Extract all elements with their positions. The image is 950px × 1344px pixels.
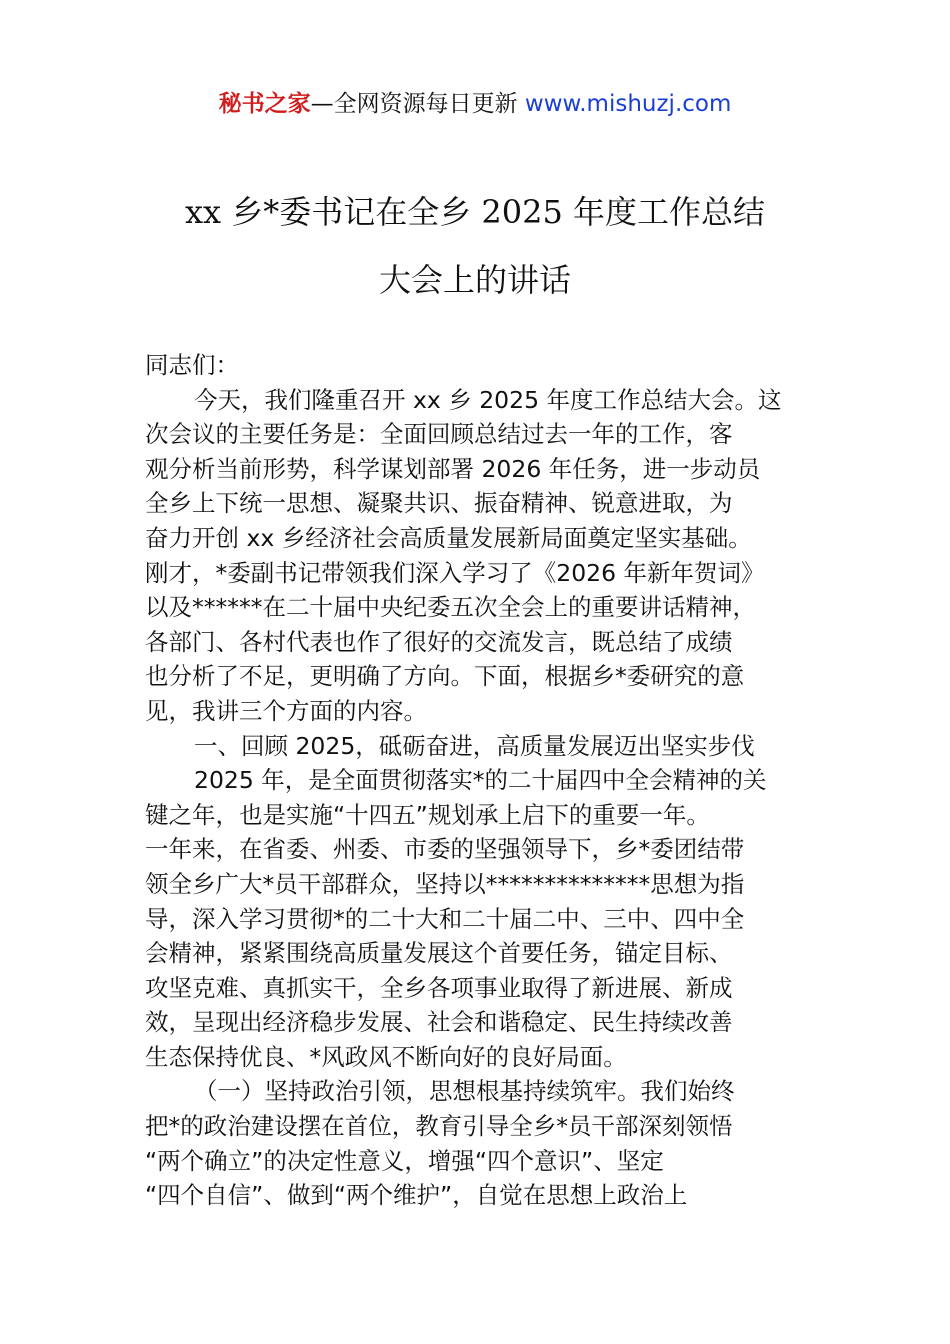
document-title-line-1: xx 乡*委书记在全乡 2025 年度工作总结	[184, 193, 766, 231]
paragraph-line: 会精神，紧紧围绕高质量发展这个首要任务，锚定目标、	[145, 939, 733, 968]
document-body	[145, 348, 825, 1213]
paragraph-line: 键之年，也是实施“十四五”规划承上启下的重要一年。	[145, 800, 710, 829]
site-header	[0, 88, 950, 120]
paragraph-line: “两个确立”的决定性意义，增强“四个意识”、坚定	[145, 1146, 664, 1175]
document-title-line-2: 大会上的讲话	[378, 261, 571, 299]
paragraph-line: 领全乡广大*员干部群众，坚持以**************思想为指	[145, 869, 745, 898]
salutation: 同志们：	[145, 351, 239, 379]
paragraph-line: 今天，我们隆重召开 xx 乡 2025 年度工作总结大会。这	[194, 385, 782, 414]
site-tagline: —全网资源每日更新	[310, 91, 518, 117]
paragraph-line: 各部门、各村代表也作了很好的交流发言，既总结了成绩	[145, 627, 733, 656]
section-heading: 一、回顾 2025，砥砺奋进，高质量发展迈出坚实步伐	[194, 731, 755, 760]
paragraph-line: 观分析当前形势，科学谋划部署 2026 年任务，进一步动员	[145, 454, 761, 483]
site-url-link[interactable]: www.mishuzj.com	[524, 91, 732, 117]
paragraph-line: 2025 年，是全面贯彻落实*的二十届四中全会精神的关	[194, 766, 767, 795]
paragraph-line: “四个自信”、做到“两个维护”，自觉在思想上政治上	[145, 1181, 688, 1210]
paragraph-line: 生态保持优良、*风政风不断向好的良好局面。	[145, 1042, 627, 1071]
paragraph-line: 见，我讲三个方面的内容。	[145, 696, 427, 725]
site-brand: 秘书之家	[218, 91, 311, 117]
subsection-line: （一）坚持政治引领，思想根基持续筑牢。我们始终	[194, 1077, 735, 1106]
paragraph-line: 一年来，在省委、州委、市委的坚强领导下，乡*委团结带	[145, 835, 745, 864]
paragraph-line: 次会议的主要任务是：全面回顾总结过去一年的工作，客	[145, 420, 733, 449]
paragraph-line: 攻坚克难、真抓实干，全乡各项事业取得了新进展、新成	[145, 973, 733, 1002]
paragraph-line: 也分析了不足，更明确了方向。下面，根据乡*委研究的意	[145, 662, 745, 691]
paragraph-line: 全乡上下统一思想、凝聚共识、振奋精神、锐意进取，为	[145, 489, 733, 518]
paragraph-line: 以及******在二十届中央纪委五次全会上的重要讲话精神，	[145, 593, 756, 622]
paragraph-line: 效，呈现出经济稳步发展、社会和谐稳定、民生持续改善	[145, 1008, 733, 1037]
paragraph-line: 把*的政治建设摆在首位，教育引导全乡*员干部深刻领悟	[145, 1112, 733, 1141]
paragraph-line: 导，深入学习贯彻*的二十大和二十届二中、三中、四中全	[145, 904, 745, 933]
paragraph-line: 刚才，*委副书记带领我们深入学习了《2026 年新年贺词》	[145, 558, 765, 587]
paragraph-line: 奋力开创 xx 乡经济社会高质量发展新局面奠定坚实基础。	[145, 523, 752, 552]
